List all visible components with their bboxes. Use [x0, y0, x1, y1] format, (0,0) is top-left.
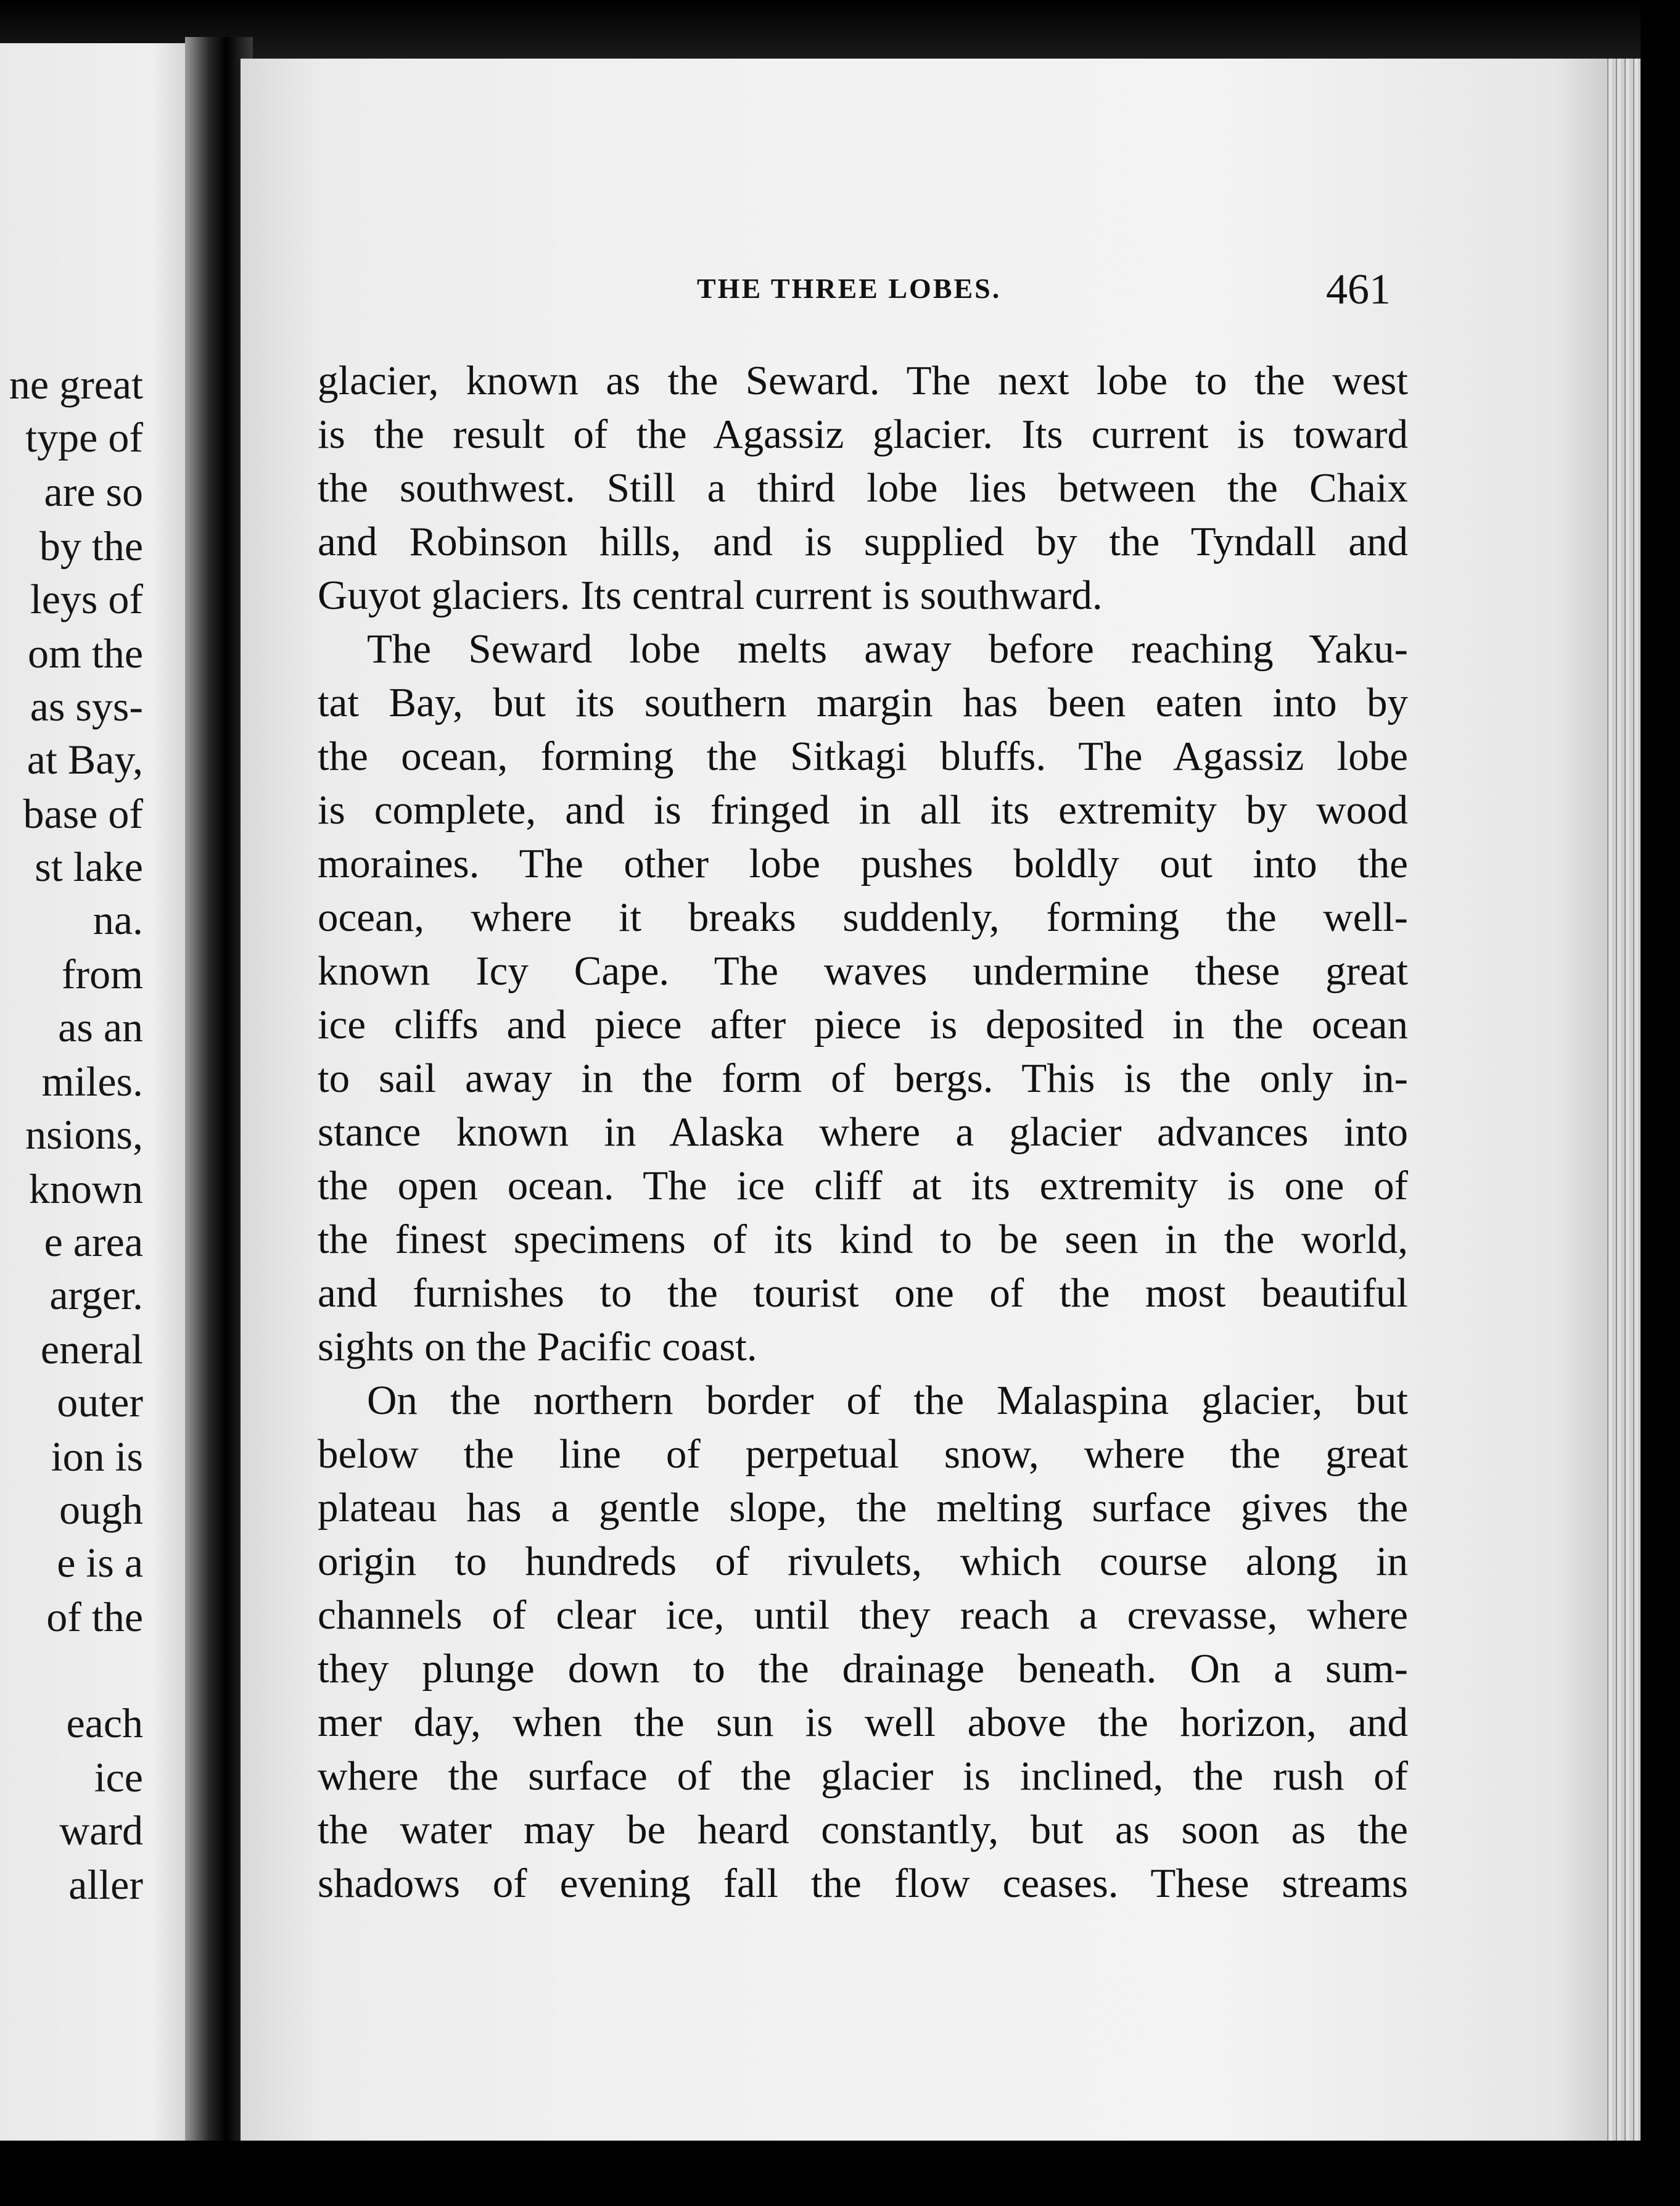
left-page-fragment: are so	[44, 468, 143, 515]
text-line: mer day, when the sun is well above the horizon, and	[318, 1700, 1408, 1745]
text-line: is the result of the Agassiz glacier. Its current is toward	[318, 411, 1408, 457]
left-page-fragment: miles.	[41, 1058, 143, 1105]
text-line: The Seward lobe melts away before reaching Yaku-	[367, 626, 1408, 672]
left-page-fragment: nsions,	[25, 1111, 143, 1158]
left-page-fragment: arger.	[49, 1271, 143, 1318]
text-line: and Robinson hills, and is supplied by the Tyndall and	[318, 519, 1408, 564]
left-page-fragment: aller	[68, 1861, 143, 1908]
left-page-fragment: ne great	[9, 361, 143, 408]
text-line: channels of clear ice, until they reach a crevasse, where	[318, 1592, 1408, 1638]
left-page-fragment: na.	[93, 896, 143, 943]
paragraph-2	[318, 622, 1408, 1374]
text-line: the southwest. Still a third lobe lies between the Chaix	[318, 465, 1408, 511]
left-page-fragment: of the	[46, 1593, 143, 1640]
paragraph-1	[318, 354, 1408, 622]
text-line: glacier, known as the Seward. The next lobe to the west	[318, 358, 1408, 403]
text-line: sights on the Pacific coast.	[318, 1324, 757, 1369]
text-line: stance known in Alaska where a glacier advances into	[318, 1109, 1408, 1155]
left-page-fragment: eneral	[40, 1326, 143, 1373]
body-text	[318, 354, 1408, 1911]
left-page-fragment: from	[61, 951, 143, 998]
text-line: On the northern border of the Malaspina glacier, but	[367, 1378, 1408, 1423]
scan-right-border	[1641, 0, 1680, 2206]
text-line: tat Bay, but its southern margin has been eaten into by	[318, 680, 1408, 725]
text-line: below the line of perpetual snow, where the great	[318, 1431, 1408, 1477]
running-head: THE THREE LOBES.	[697, 273, 1002, 304]
text-line: plateau has a gentle slope, the melting surface gives the	[318, 1485, 1408, 1531]
paragraph-3	[318, 1374, 1408, 1911]
left-page-fragment: ice	[94, 1754, 143, 1801]
left-page-fragment: ward	[59, 1807, 143, 1854]
left-facing-page	[0, 43, 216, 2153]
left-page-fragment: as an	[58, 1004, 143, 1051]
text-line: they plunge down to the drainage beneath. On a sum-	[318, 1646, 1408, 1692]
text-line: the open ocean. The ice cliff at its extremity is one of	[318, 1163, 1408, 1208]
left-page-fragment: each	[66, 1700, 143, 1746]
text-line: Guyot glaciers. Its central current is southward.	[318, 572, 1103, 618]
left-page-fragment: known	[28, 1165, 143, 1212]
left-page-fragment: as sys-	[30, 683, 143, 730]
scan-bottom-border	[0, 2141, 1680, 2206]
text-line: the water may be heard constantly, but as soon as the	[318, 1807, 1408, 1853]
text-line: the finest specimens of its kind to be seen in the world,	[318, 1217, 1408, 1262]
text-line: origin to hundreds of rivulets, which course along in	[318, 1539, 1408, 1584]
text-line: ocean, where it breaks suddenly, forming the well-	[318, 894, 1408, 940]
left-page-fragment: base of	[23, 790, 143, 837]
text-line: and furnishes to the tourist one of the most beautiful	[318, 1270, 1408, 1316]
text-line: shadows of evening fall the flow ceases. These streams	[318, 1861, 1408, 1906]
text-line: moraines. The other lobe pushes boldly out into the	[318, 841, 1408, 886]
left-page-fragment: leys of	[30, 576, 143, 622]
left-page-fragment: outer	[57, 1379, 143, 1426]
page-number: 461	[1326, 266, 1391, 313]
left-page-fragment: e area	[44, 1218, 143, 1265]
left-page-fragment: ough	[59, 1486, 143, 1533]
text-line: ice cliffs and piece after piece is deposited in the ocean	[318, 1002, 1408, 1047]
text-line: to sail away in the form of bergs. This is the only in-	[318, 1055, 1408, 1101]
text-line: is complete, and is fringed in all its extremity by wood	[318, 787, 1408, 833]
left-page-fragment: e is a	[57, 1539, 143, 1586]
text-line: known Icy Cape. The waves undermine these great	[318, 948, 1408, 994]
text-line: the ocean, forming the Sitkagi bluffs. The Agassiz lobe	[318, 733, 1408, 779]
text-line: where the surface of the glacier is inclined, the rush of	[318, 1753, 1408, 1799]
left-page-fragment: type of	[25, 414, 143, 461]
left-page-fragment: ion is	[51, 1433, 143, 1480]
left-page-fragment: om the	[28, 630, 143, 677]
left-page-fragment: at Bay,	[27, 736, 143, 783]
left-page-fragment: st lake	[35, 843, 143, 890]
left-page-fragment: by the	[39, 523, 143, 569]
